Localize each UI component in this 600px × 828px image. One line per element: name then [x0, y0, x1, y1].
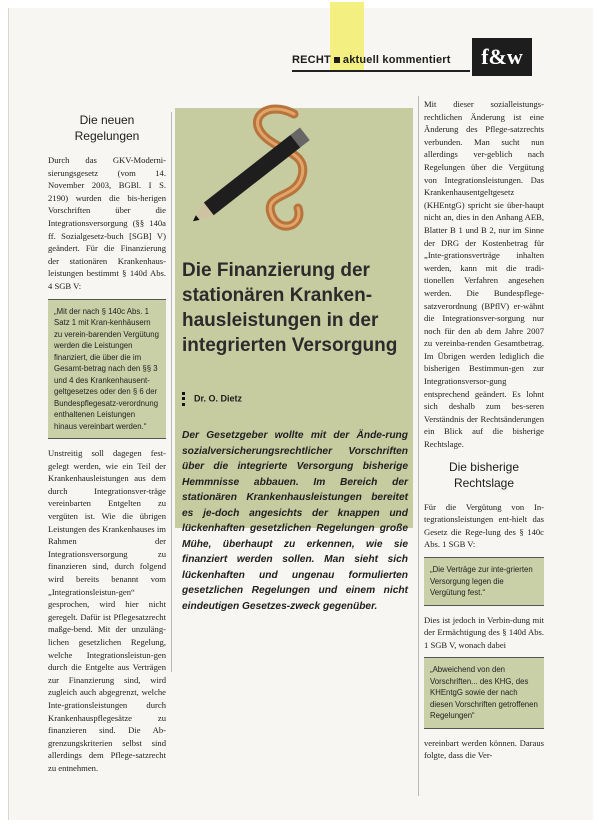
section-header — [292, 54, 451, 66]
col1-paragraph-1: Durch das GKV-Moderni-sierungsgesetz (vom 14. November 2003, BGBl. I S. 2190) wurden die bis-herigen Vorschriften über die Integrationsversorgung (§§ 140a ff. Sozialgesetz-buch [SGB] V) geändert. Für die Finanzierung der stationären Krankenhaus-leistungen bestimmt § 140d Abs. 4 SGB V: — [48, 155, 166, 291]
author-marker — [182, 392, 189, 406]
col1-quote-box: „Mit der nach § 140c Abs. 1 Satz 1 mit Kran-kenhäusern zu verein-barenden Vergütung werden die Leistungen finanziert, die über die im Gesamt-betrag nach den §§ 3 und 4 des Krankenhausent-geltgesetzes oder den § 6 der Bundespflegesatz-verordnung enthaltenen Leistungen hinaus vereinbart werden.“ — [48, 299, 166, 440]
col1-paragraph-2: Unstreitig soll dagegen fest-gelegt werden, wie ein Teil der Krankenhausleistungen aus dem durch Integrationsver-träge vereinbarten Entgelten zu vergüten ist. Wie die übrigen Leistungen des Krankenhauses im Rahmen der Integrationsversorgung zu finanzieren sind, durch folgend wird bereits benannt vom „Integrationsleistun-gen“ gesprochen, wird hier nicht geregelt. Dafür ist Pflegesatzrecht maßge-bend. Mit der unzuläng-lichen gesetzlichen Regelung, welche Integrationsleistun-gen durch die Entgelte aus Verträgen zur Finanzierung sind, wird zugleich auch abgegrenzt, welche Inte-grationsleistungen durch Krankenhauspflegesätze zu finanzieren sind. Die Ab-grenzungskriterien selbst sind allerdings dem Pflege-satzrecht zu entnehmen. — [48, 448, 166, 773]
col3-title: Die bisherige Rechtslage — [448, 459, 520, 490]
col3-paragraph-1: Mit dieser sozialleistungs-rechtlichen Änderung ist eine Änderung des Pflege-satzrechts verbunden. Man sucht nun allerdings ver-geblich nach Regelungen über die Vergütung von Integrationsleistungen. Das Krankenhausentgeltgesetz (KHEntgG) spricht sie über-haupt nicht an, dies in den Anhang AEB, Blatter B 1 und B 2, nur im Sinne der DRG der Kostenbetrag für „Inte-grationsverträge inhalten werden, kann mit die tradi-tionellen Verfahren angesehen werden. Die Bundespflege-satzverordnung (BPflV) er-wähnt die Integrationsver-sorgung nur noch für den ab dem Jahre 2007 zu vereinba-renden Gesamtbetrag. Im Übrigen werden lediglich die bisherigen Bestimmun-gen zur Integrationsversor-gung entsprechend geändert. Es lohnt sich deshalb zum bes-seren Verständnis der Rechtsänderungen ein Blick auf die bisherige Rechtslage. — [424, 99, 544, 450]
col3-paragraph-3: Dies ist jedoch in Verbin-dung mit der Ermächtigung des § 140d Abs. 1 SGB V, wonach dabei — [424, 614, 544, 650]
article-lead: Der Gesetzgeber wollte mit der Ände-rung sozialversicherungsrechtlicher Vorschriften über die integrierte Versorgung bisherige Hemmnisse abbauen. Im Bereich der stationären Krankenhausleistungen bereitet es je-doch angesichts der knappen und lückenhaften gesetzlichen Regelungen große Mühe, überhaupt zu erkennen, wie sie finanziert werden sollen. Man sieht sich lückenhaften und ungenau formulierten gesetzlichen Regelungen und einem nicht eindeutigen Gesetzes-zweck gegenüber. — [182, 430, 408, 612]
column-right — [424, 98, 544, 764]
col3-paragraph-2: Für die Vergütung von In-tegrationsleistungen ent-hielt das Gesetz die Rege-lung des § 140c Abs. 1 SGB V: — [424, 501, 544, 550]
column-divider-right — [418, 96, 419, 796]
section-left: RECHT — [292, 54, 331, 66]
column-divider-left — [171, 112, 172, 672]
col1-title: Die neuen Regelungen — [74, 113, 140, 143]
pencil-shape — [188, 128, 310, 228]
pencil-paragraph-illustration — [176, 96, 336, 246]
author-line — [182, 392, 242, 406]
col3-paragraph-4: vereinbart werden können. Daraus folgte, dass die Ver- — [424, 737, 544, 761]
section-right: aktuell kommentiert — [342, 54, 451, 66]
col3-quote-box-2: „Abweichend von den Vorschriften... des KHG, des KHEntgG sowie der nach diesen Vorschriften getroffenen Regelungen“ — [424, 657, 544, 729]
article-headline: Die Finanzierung der stationären Kranken-hausleistungen in der integrierten Versorgung — [182, 260, 398, 356]
author-name: Dr. O. Dietz — [194, 393, 243, 404]
column-left — [48, 112, 166, 776]
publication-logo: f&w — [472, 38, 532, 76]
header-rule — [292, 70, 470, 72]
separator-square — [334, 57, 340, 63]
col3-quote-box-1: „Die Verträge zur inte-grierten Versorgung legen die Vergütung fest.“ — [424, 557, 544, 606]
